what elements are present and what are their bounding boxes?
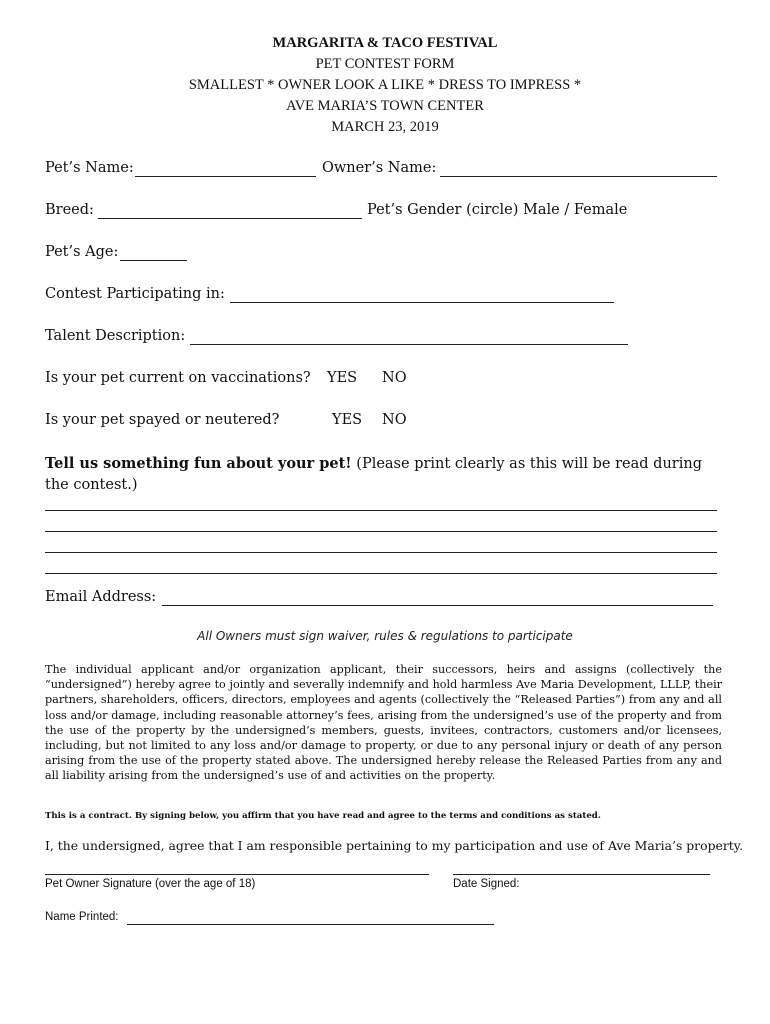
fun-fact-prompt bbox=[45, 453, 725, 496]
talent-input-line[interactable] bbox=[190, 344, 628, 345]
fun-fact-line-1[interactable] bbox=[45, 510, 717, 511]
event-location: AVE MARIA’S TOWN CENTER bbox=[286, 98, 484, 114]
date-signed-line[interactable] bbox=[453, 874, 710, 875]
owner-name-label: Owner’s Name: bbox=[322, 160, 437, 176]
email-label: Email Address: bbox=[45, 589, 157, 605]
waiver-notice: All Owners must sign waiver, rules & regulations to participate bbox=[197, 629, 573, 643]
pet-name-label: Pet’s Name: bbox=[45, 160, 134, 176]
talent-label: Talent Description: bbox=[45, 328, 186, 344]
owner-signature-label: Pet Owner Signature (over the age of 18) bbox=[45, 878, 256, 890]
name-printed-label: Name Printed: bbox=[45, 911, 119, 923]
contest-categories: SMALLEST * OWNER LOOK A LIKE * DRESS TO IMPRESS * bbox=[188, 77, 582, 93]
gender-label[interactable]: Pet’s Gender (circle) Male / Female bbox=[367, 202, 628, 218]
vaccinations-no-option[interactable]: NO bbox=[382, 370, 407, 386]
vaccinations-question: Is your pet current on vaccinations? bbox=[45, 370, 311, 386]
spayed-yes-option[interactable]: YES bbox=[332, 412, 363, 428]
name-printed-line[interactable] bbox=[127, 924, 494, 925]
fun-fact-line-3[interactable] bbox=[45, 552, 717, 553]
fun-fact-line-4[interactable] bbox=[45, 573, 717, 574]
fun-fact-prompt-bold: Tell us something fun about your pet! bbox=[45, 455, 352, 472]
form-name: PET CONTEST FORM bbox=[315, 56, 455, 72]
owner-name-input-line[interactable] bbox=[440, 176, 717, 177]
event-date: MARCH 23, 2019 bbox=[331, 119, 439, 135]
vaccinations-yes-option[interactable]: YES bbox=[327, 370, 358, 386]
contest-input-line[interactable] bbox=[230, 302, 614, 303]
agreement-statement: I, the undersigned, agree that I am responsible pertaining to my participation and use of Ave Maria’s property. bbox=[45, 838, 744, 853]
owner-signature-line[interactable] bbox=[45, 874, 429, 875]
breed-input-line[interactable] bbox=[98, 218, 362, 219]
date-signed-label: Date Signed: bbox=[453, 878, 520, 890]
email-input-line[interactable] bbox=[162, 605, 713, 606]
form-title: MARGARITA & TACO FESTIVAL bbox=[272, 35, 498, 51]
age-input-line[interactable] bbox=[120, 260, 187, 261]
pet-name-input-line[interactable] bbox=[135, 176, 316, 177]
age-label: Pet’s Age: bbox=[45, 244, 119, 260]
contest-label: Contest Participating in: bbox=[45, 286, 225, 302]
waiver-legal-text: The individual applicant and/or organization applicant, their successors, heirs and assigns (collectively the “undersigned”) hereby agree to jointly and severally indemnify and hold harmless Ave Maria Development, LLLP, their partners, shareholders, officers, directors, employees and agents (collectively the “Released Parties”) from any and all loss and/or damage, including reasonable attorney’s fees, arising from the undersigned’s use of the property and from the use of the property by the undersigned’s members, guests, invitees, contractors, customers and/or licensees, including, but not limited to any loss and/or damage to property, or due to any personal injury or death of any person arising from the use of the property stated above. The undersigned hereby release the Released Parties from any and all liability arising from the undersigned’s use of and activities on the property. bbox=[45, 663, 722, 783]
fun-fact-prompt-instructions: (Please print clearly as this will be read during the contest.) bbox=[45, 456, 702, 493]
spayed-question: Is your pet spayed or neutered? bbox=[45, 412, 280, 428]
spayed-no-option[interactable]: NO bbox=[382, 412, 407, 428]
contract-statement: This is a contract. By signing below, you affirm that you have read and agree to the terms and conditions as stated. bbox=[45, 811, 601, 821]
breed-label: Breed: bbox=[45, 202, 94, 218]
fun-fact-line-2[interactable] bbox=[45, 531, 717, 532]
